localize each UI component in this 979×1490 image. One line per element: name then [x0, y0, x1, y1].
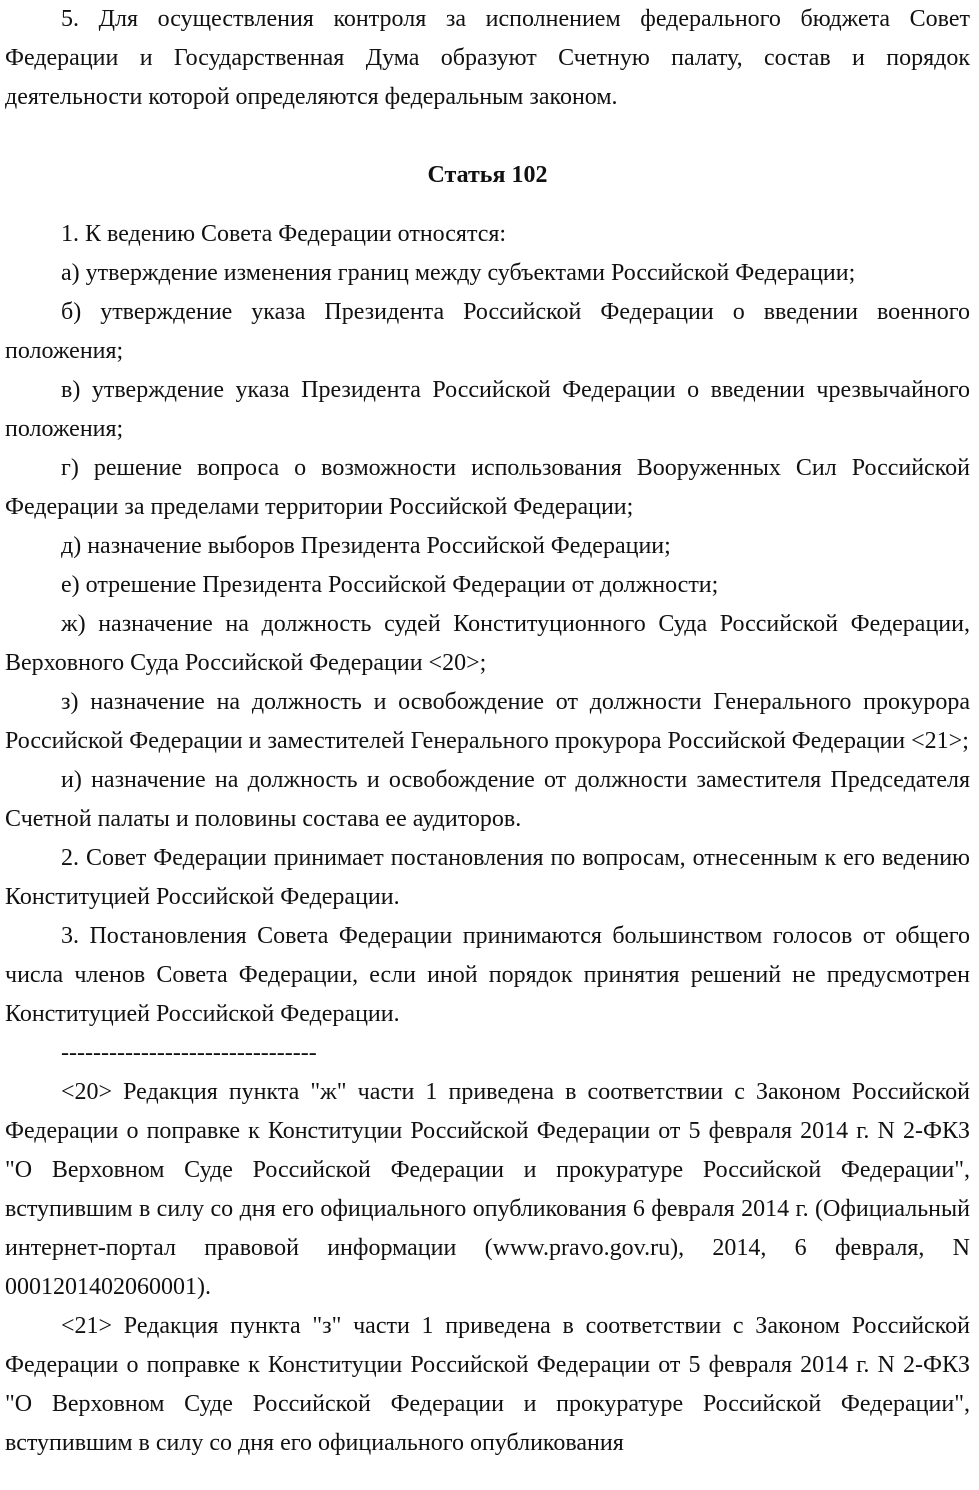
paragraph-2: 2. Совет Федерации принимает постановления по вопросам, отнесенным к его ведению Конституцией Российской Федерации. — [5, 845, 970, 910]
list-item-e: е) отрешение Президента Российской Федерации от должности; — [61, 572, 719, 598]
footnote-separator: -------------------------------- — [61, 1040, 317, 1066]
list-item-i: и) назначение на должность и освобождение от должности заместителя Председателя Счетной палаты и половины состава ее аудиторов. — [5, 767, 970, 832]
list-item-z: з) назначение на должность и освобождение от должности Генерального прокурора Российской Федерации и заместителей Генерального прокурора Российской Федерации <21>; — [5, 689, 970, 754]
document-page — [5, 0, 970, 1463]
footnote-21: <21> Редакция пункта "з" части 1 приведена в соответствии с Законом Российской Федерации о поправке к Конституции Российской Федерации от 5 февраля 2014 г. N 2-ФКЗ "О Верховном Суде Российской Федерации и прокуратуре Российской Федерации", вступившим в силу со дня его официального опубликования — [5, 1313, 970, 1456]
list-item-a: а) утверждение изменения границ между субъектами Российской Федерации; — [61, 260, 856, 286]
paragraph-3: 3. Постановления Совета Федерации принимаются большинством голосов от общего числа членов Совета Федерации, если иной порядок принятия решений не предусмотрен Конституцией Российской Федерации. — [5, 923, 970, 1027]
footnote-20: <20> Редакция пункта "ж" части 1 приведена в соответствии с Законом Российской Федерации о поправке к Конституции Российской Федерации от 5 февраля 2014 г. N 2-ФКЗ "О Верховном Суде Российской Федерации и прокуратуре Российской Федерации", вступившим в силу со дня его официального опубликования 6 февраля 2014 г. (Официальный интернет-портал правовой информации (www.pravo.gov.ru), 2014, 6 февраля, N 0001201402060001). — [5, 1079, 970, 1300]
list-item-d: д) назначение выборов Президента Российской Федерации; — [61, 533, 671, 559]
list-item-zh: ж) назначение на должность судей Конституционного Суда Российской Федерации, Верховного Суда Российской Федерации <20>; — [5, 611, 970, 676]
list-item-g: г) решение вопроса о возможности использования Вооруженных Сил Российской Федерации за пределами территории Российской Федерации; — [5, 455, 970, 520]
paragraph-5: 5. Для осуществления контроля за исполнением федерального бюджета Совет Федерации и Государственная Дума образуют Счетную палату, состав и порядок деятельности которой определяются федеральным законом. — [5, 6, 970, 110]
paragraph-1: 1. К ведению Совета Федерации относятся: — [61, 221, 507, 247]
list-item-b: б) утверждение указа Президента Российской Федерации о введении военного положения; — [5, 299, 970, 364]
article-heading: Статья 102 — [427, 162, 548, 188]
list-item-v: в) утверждение указа Президента Российской Федерации о введении чрезвычайного положения; — [5, 377, 970, 442]
